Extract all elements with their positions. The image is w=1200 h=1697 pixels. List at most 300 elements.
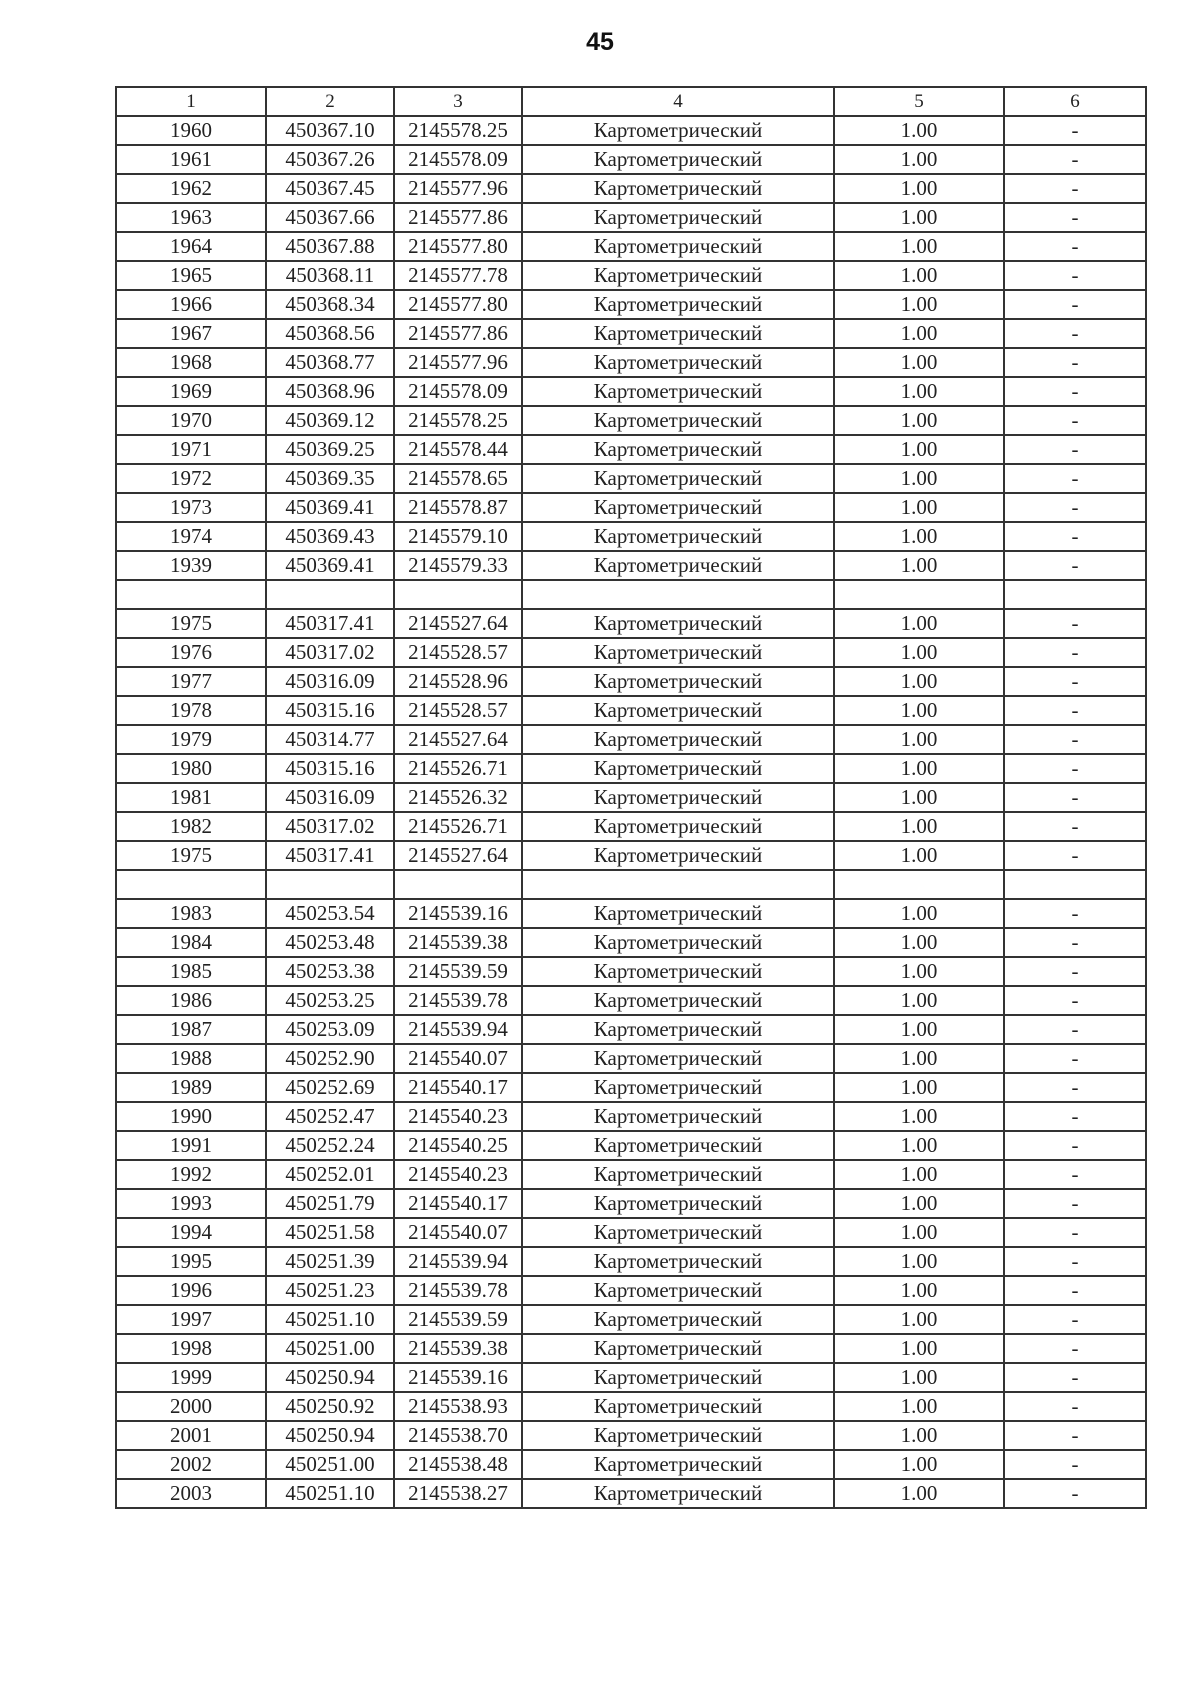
note-cell: -: [1004, 1044, 1146, 1073]
table-row: [116, 986, 1146, 1015]
table-row: [116, 1392, 1146, 1421]
note-cell: -: [1004, 1450, 1146, 1479]
y-coordinate-cell: 2145539.78: [394, 986, 522, 1015]
x-coordinate-cell: 450251.79: [266, 1189, 394, 1218]
method-cell: Картометрический: [522, 1276, 834, 1305]
y-coordinate-cell: 2145578.87: [394, 493, 522, 522]
y-coordinate-cell: 2145577.80: [394, 232, 522, 261]
note-cell: -: [1004, 1479, 1146, 1508]
point-number-cell: 1994: [116, 1218, 266, 1247]
x-coordinate-cell: 450253.54: [266, 899, 394, 928]
x-coordinate-cell: [266, 580, 394, 609]
method-cell: Картометрический: [522, 812, 834, 841]
method-cell: Картометрический: [522, 841, 834, 870]
x-coordinate-cell: 450252.01: [266, 1160, 394, 1189]
method-cell: Картометрический: [522, 493, 834, 522]
method-cell: Картометрический: [522, 1450, 834, 1479]
point-number-cell: 1976: [116, 638, 266, 667]
accuracy-cell: 1.00: [834, 725, 1004, 754]
table-row: [116, 1102, 1146, 1131]
table-row: [116, 319, 1146, 348]
note-cell: -: [1004, 928, 1146, 957]
x-coordinate-cell: 450251.10: [266, 1305, 394, 1334]
table-row: [116, 1160, 1146, 1189]
table-row: [116, 1073, 1146, 1102]
accuracy-cell: 1.00: [834, 1450, 1004, 1479]
method-cell: Картометрический: [522, 1131, 834, 1160]
x-coordinate-cell: 450251.39: [266, 1247, 394, 1276]
table-body: [116, 116, 1146, 1508]
x-coordinate-cell: 450253.48: [266, 928, 394, 957]
method-cell: Картометрический: [522, 696, 834, 725]
y-coordinate-cell: 2145527.64: [394, 609, 522, 638]
x-coordinate-cell: 450368.56: [266, 319, 394, 348]
x-coordinate-cell: 450251.23: [266, 1276, 394, 1305]
method-cell: Картометрический: [522, 348, 834, 377]
point-number-cell: 1964: [116, 232, 266, 261]
method-cell: Картометрический: [522, 261, 834, 290]
point-number-cell: 1997: [116, 1305, 266, 1334]
method-cell: Картометрический: [522, 754, 834, 783]
column-header: 6: [1004, 87, 1146, 116]
accuracy-cell: 1.00: [834, 1131, 1004, 1160]
accuracy-cell: 1.00: [834, 1479, 1004, 1508]
x-coordinate-cell: 450316.09: [266, 783, 394, 812]
point-number-cell: 1961: [116, 145, 266, 174]
method-cell: Картометрический: [522, 406, 834, 435]
y-coordinate-cell: 2145539.59: [394, 1305, 522, 1334]
table-row: [116, 435, 1146, 464]
table-row: [116, 1479, 1146, 1508]
x-coordinate-cell: 450317.41: [266, 841, 394, 870]
y-coordinate-cell: 2145539.94: [394, 1247, 522, 1276]
x-coordinate-cell: 450253.38: [266, 957, 394, 986]
table-row: [116, 145, 1146, 174]
method-cell: Картометрический: [522, 1247, 834, 1276]
note-cell: -: [1004, 377, 1146, 406]
y-coordinate-cell: 2145526.71: [394, 754, 522, 783]
y-coordinate-cell: 2145540.17: [394, 1073, 522, 1102]
y-coordinate-cell: 2145538.70: [394, 1421, 522, 1450]
column-header: 3: [394, 87, 522, 116]
point-number-cell: 1998: [116, 1334, 266, 1363]
y-coordinate-cell: 2145539.16: [394, 1363, 522, 1392]
accuracy-cell: 1.00: [834, 493, 1004, 522]
point-number-cell: 1966: [116, 290, 266, 319]
point-number-cell: 1999: [116, 1363, 266, 1392]
method-cell: Картометрический: [522, 783, 834, 812]
point-number-cell: 1992: [116, 1160, 266, 1189]
y-coordinate-cell: 2145540.17: [394, 1189, 522, 1218]
note-cell: -: [1004, 551, 1146, 580]
method-cell: Картометрический: [522, 522, 834, 551]
table-row: [116, 377, 1146, 406]
x-coordinate-cell: 450367.10: [266, 116, 394, 145]
note-cell: -: [1004, 899, 1146, 928]
x-coordinate-cell: 450252.24: [266, 1131, 394, 1160]
table-row: [116, 348, 1146, 377]
note-cell: [1004, 580, 1146, 609]
point-number-cell: 1962: [116, 174, 266, 203]
accuracy-cell: 1.00: [834, 812, 1004, 841]
note-cell: -: [1004, 667, 1146, 696]
column-header: 1: [116, 87, 266, 116]
table-row: [116, 1131, 1146, 1160]
y-coordinate-cell: 2145539.78: [394, 1276, 522, 1305]
y-coordinate-cell: 2145579.33: [394, 551, 522, 580]
y-coordinate-cell: 2145578.65: [394, 464, 522, 493]
y-coordinate-cell: 2145577.78: [394, 261, 522, 290]
column-header: 2: [266, 87, 394, 116]
table-row: [116, 899, 1146, 928]
accuracy-cell: 1.00: [834, 1102, 1004, 1131]
y-coordinate-cell: [394, 870, 522, 899]
point-number-cell: 1980: [116, 754, 266, 783]
method-cell: Картометрический: [522, 464, 834, 493]
note-cell: -: [1004, 1189, 1146, 1218]
y-coordinate-cell: 2145528.57: [394, 696, 522, 725]
accuracy-cell: 1.00: [834, 377, 1004, 406]
accuracy-cell: 1.00: [834, 667, 1004, 696]
method-cell: Картометрический: [522, 1160, 834, 1189]
point-number-cell: 1978: [116, 696, 266, 725]
table-row: [116, 609, 1146, 638]
method-cell: Картометрический: [522, 145, 834, 174]
y-coordinate-cell: 2145526.32: [394, 783, 522, 812]
accuracy-cell: 1.00: [834, 1276, 1004, 1305]
y-coordinate-cell: 2145578.44: [394, 435, 522, 464]
table-row: [116, 1421, 1146, 1450]
x-coordinate-cell: 450314.77: [266, 725, 394, 754]
accuracy-cell: 1.00: [834, 522, 1004, 551]
x-coordinate-cell: 450250.94: [266, 1421, 394, 1450]
accuracy-cell: 1.00: [834, 609, 1004, 638]
note-cell: -: [1004, 261, 1146, 290]
table-row: [116, 1276, 1146, 1305]
y-coordinate-cell: 2145577.86: [394, 319, 522, 348]
point-number-cell: 1983: [116, 899, 266, 928]
point-number-cell: 1996: [116, 1276, 266, 1305]
note-cell: -: [1004, 1305, 1146, 1334]
note-cell: -: [1004, 1015, 1146, 1044]
note-cell: -: [1004, 1334, 1146, 1363]
accuracy-cell: 1.00: [834, 928, 1004, 957]
point-number-cell: 1965: [116, 261, 266, 290]
table-row: [116, 1305, 1146, 1334]
note-cell: -: [1004, 1421, 1146, 1450]
method-cell: Картометрический: [522, 290, 834, 319]
x-coordinate-cell: 450316.09: [266, 667, 394, 696]
method-cell: Картометрический: [522, 1334, 834, 1363]
x-coordinate-cell: 450317.41: [266, 609, 394, 638]
method-cell: Картометрический: [522, 1305, 834, 1334]
accuracy-cell: 1.00: [834, 638, 1004, 667]
y-coordinate-cell: 2145528.57: [394, 638, 522, 667]
x-coordinate-cell: 450367.45: [266, 174, 394, 203]
method-cell: Картометрический: [522, 551, 834, 580]
x-coordinate-cell: 450250.92: [266, 1392, 394, 1421]
accuracy-cell: 1.00: [834, 1160, 1004, 1189]
coordinates-table: [115, 86, 1147, 1509]
accuracy-cell: 1.00: [834, 1189, 1004, 1218]
y-coordinate-cell: 2145578.09: [394, 145, 522, 174]
y-coordinate-cell: 2145538.48: [394, 1450, 522, 1479]
accuracy-cell: 1.00: [834, 1363, 1004, 1392]
y-coordinate-cell: 2145528.96: [394, 667, 522, 696]
x-coordinate-cell: 450369.25: [266, 435, 394, 464]
x-coordinate-cell: 450252.69: [266, 1073, 394, 1102]
note-cell: -: [1004, 725, 1146, 754]
y-coordinate-cell: 2145527.64: [394, 841, 522, 870]
point-number-cell: 1988: [116, 1044, 266, 1073]
table-row: [116, 232, 1146, 261]
note-cell: -: [1004, 1218, 1146, 1247]
method-cell: Картометрический: [522, 899, 834, 928]
method-cell: Картометрический: [522, 319, 834, 348]
x-coordinate-cell: 450252.90: [266, 1044, 394, 1073]
method-cell: Картометрический: [522, 667, 834, 696]
table-row: [116, 1044, 1146, 1073]
method-cell: Картометрический: [522, 1044, 834, 1073]
accuracy-cell: 1.00: [834, 696, 1004, 725]
y-coordinate-cell: 2145527.64: [394, 725, 522, 754]
note-cell: -: [1004, 783, 1146, 812]
note-cell: [1004, 870, 1146, 899]
table-row: [116, 957, 1146, 986]
table-row: [116, 493, 1146, 522]
note-cell: -: [1004, 1073, 1146, 1102]
accuracy-cell: 1.00: [834, 1015, 1004, 1044]
table-row: [116, 928, 1146, 957]
y-coordinate-cell: 2145538.27: [394, 1479, 522, 1508]
table-row: [116, 754, 1146, 783]
accuracy-cell: 1.00: [834, 783, 1004, 812]
y-coordinate-cell: 2145540.23: [394, 1102, 522, 1131]
table-row: [116, 522, 1146, 551]
note-cell: -: [1004, 145, 1146, 174]
table-row: [116, 1189, 1146, 1218]
table-row: [116, 1450, 1146, 1479]
point-number-cell: [116, 870, 266, 899]
point-number-cell: 1972: [116, 464, 266, 493]
accuracy-cell: 1.00: [834, 116, 1004, 145]
page-number: 45: [586, 28, 614, 56]
method-cell: Картометрический: [522, 638, 834, 667]
table-row: [116, 870, 1146, 899]
note-cell: -: [1004, 174, 1146, 203]
accuracy-cell: 1.00: [834, 754, 1004, 783]
method-cell: Картометрический: [522, 986, 834, 1015]
table-row: [116, 261, 1146, 290]
note-cell: -: [1004, 406, 1146, 435]
accuracy-cell: 1.00: [834, 1044, 1004, 1073]
note-cell: -: [1004, 1102, 1146, 1131]
table-row: [116, 1247, 1146, 1276]
point-number-cell: 1986: [116, 986, 266, 1015]
table-row: [116, 841, 1146, 870]
point-number-cell: 1982: [116, 812, 266, 841]
x-coordinate-cell: 450251.10: [266, 1479, 394, 1508]
y-coordinate-cell: 2145540.25: [394, 1131, 522, 1160]
note-cell: -: [1004, 812, 1146, 841]
point-number-cell: 1993: [116, 1189, 266, 1218]
method-cell: Картометрический: [522, 1218, 834, 1247]
x-coordinate-cell: 450317.02: [266, 812, 394, 841]
point-number-cell: 1995: [116, 1247, 266, 1276]
table-row: [116, 696, 1146, 725]
accuracy-cell: 1.00: [834, 348, 1004, 377]
point-number-cell: 1969: [116, 377, 266, 406]
column-header: 4: [522, 87, 834, 116]
y-coordinate-cell: 2145578.25: [394, 406, 522, 435]
accuracy-cell: 1.00: [834, 1392, 1004, 1421]
accuracy-cell: 1.00: [834, 1247, 1004, 1276]
y-coordinate-cell: 2145579.10: [394, 522, 522, 551]
method-cell: Картометрический: [522, 1363, 834, 1392]
point-number-cell: 1975: [116, 609, 266, 638]
y-coordinate-cell: 2145539.38: [394, 1334, 522, 1363]
accuracy-cell: 1.00: [834, 1305, 1004, 1334]
table-row: [116, 406, 1146, 435]
point-number-cell: 1939: [116, 551, 266, 580]
y-coordinate-cell: 2145539.94: [394, 1015, 522, 1044]
table-row: [116, 1218, 1146, 1247]
note-cell: -: [1004, 203, 1146, 232]
accuracy-cell: 1.00: [834, 1334, 1004, 1363]
accuracy-cell: 1.00: [834, 319, 1004, 348]
table-row: [116, 1363, 1146, 1392]
accuracy-cell: [834, 580, 1004, 609]
accuracy-cell: 1.00: [834, 986, 1004, 1015]
point-number-cell: 1974: [116, 522, 266, 551]
accuracy-cell: [834, 870, 1004, 899]
note-cell: -: [1004, 290, 1146, 319]
column-header: 5: [834, 87, 1004, 116]
y-coordinate-cell: 2145540.07: [394, 1044, 522, 1073]
method-cell: Картометрический: [522, 1479, 834, 1508]
accuracy-cell: 1.00: [834, 899, 1004, 928]
y-coordinate-cell: 2145526.71: [394, 812, 522, 841]
accuracy-cell: 1.00: [834, 1218, 1004, 1247]
note-cell: -: [1004, 1392, 1146, 1421]
y-coordinate-cell: 2145540.23: [394, 1160, 522, 1189]
table-row: [116, 464, 1146, 493]
note-cell: -: [1004, 522, 1146, 551]
note-cell: -: [1004, 1363, 1146, 1392]
point-number-cell: 1981: [116, 783, 266, 812]
point-number-cell: 2003: [116, 1479, 266, 1508]
note-cell: -: [1004, 841, 1146, 870]
x-coordinate-cell: 450369.12: [266, 406, 394, 435]
table-row: [116, 174, 1146, 203]
y-coordinate-cell: [394, 580, 522, 609]
point-number-cell: 2002: [116, 1450, 266, 1479]
point-number-cell: 1987: [116, 1015, 266, 1044]
note-cell: -: [1004, 464, 1146, 493]
table-row: [116, 290, 1146, 319]
point-number-cell: 1975: [116, 841, 266, 870]
point-number-cell: 1991: [116, 1131, 266, 1160]
accuracy-cell: 1.00: [834, 406, 1004, 435]
method-cell: Картометрический: [522, 116, 834, 145]
point-number-cell: 1979: [116, 725, 266, 754]
x-coordinate-cell: 450250.94: [266, 1363, 394, 1392]
point-number-cell: [116, 580, 266, 609]
accuracy-cell: 1.00: [834, 464, 1004, 493]
table-row: [116, 1015, 1146, 1044]
x-coordinate-cell: 450253.09: [266, 1015, 394, 1044]
table-row: [116, 580, 1146, 609]
point-number-cell: 1970: [116, 406, 266, 435]
x-coordinate-cell: 450251.00: [266, 1450, 394, 1479]
x-coordinate-cell: 450369.41: [266, 493, 394, 522]
x-coordinate-cell: 450367.26: [266, 145, 394, 174]
table-row: [116, 667, 1146, 696]
accuracy-cell: 1.00: [834, 290, 1004, 319]
method-cell: Картометрический: [522, 203, 834, 232]
point-number-cell: 2000: [116, 1392, 266, 1421]
note-cell: -: [1004, 1131, 1146, 1160]
method-cell: Картометрический: [522, 957, 834, 986]
method-cell: Картометрический: [522, 1073, 834, 1102]
note-cell: -: [1004, 493, 1146, 522]
note-cell: -: [1004, 638, 1146, 667]
y-coordinate-cell: 2145539.38: [394, 928, 522, 957]
table-row: [116, 116, 1146, 145]
table-row: [116, 812, 1146, 841]
table-row: [116, 638, 1146, 667]
point-number-cell: 1990: [116, 1102, 266, 1131]
table-row: [116, 783, 1146, 812]
accuracy-cell: 1.00: [834, 203, 1004, 232]
accuracy-cell: 1.00: [834, 145, 1004, 174]
table-row: [116, 1334, 1146, 1363]
note-cell: -: [1004, 1247, 1146, 1276]
table-row: [116, 551, 1146, 580]
table-row: [116, 203, 1146, 232]
method-cell: Картометрический: [522, 1421, 834, 1450]
table-row: [116, 725, 1146, 754]
accuracy-cell: 1.00: [834, 435, 1004, 464]
accuracy-cell: 1.00: [834, 957, 1004, 986]
y-coordinate-cell: 2145538.93: [394, 1392, 522, 1421]
method-cell: Картометрический: [522, 609, 834, 638]
x-coordinate-cell: 450369.41: [266, 551, 394, 580]
x-coordinate-cell: 450253.25: [266, 986, 394, 1015]
method-cell: Картометрический: [522, 377, 834, 406]
note-cell: -: [1004, 116, 1146, 145]
note-cell: -: [1004, 348, 1146, 377]
y-coordinate-cell: 2145577.86: [394, 203, 522, 232]
point-number-cell: 1963: [116, 203, 266, 232]
accuracy-cell: 1.00: [834, 1073, 1004, 1102]
accuracy-cell: 1.00: [834, 174, 1004, 203]
note-cell: -: [1004, 1276, 1146, 1305]
x-coordinate-cell: 450367.88: [266, 232, 394, 261]
y-coordinate-cell: 2145539.16: [394, 899, 522, 928]
y-coordinate-cell: 2145578.25: [394, 116, 522, 145]
point-number-cell: 1989: [116, 1073, 266, 1102]
note-cell: -: [1004, 986, 1146, 1015]
header-row: [116, 87, 1146, 116]
y-coordinate-cell: 2145577.80: [394, 290, 522, 319]
note-cell: -: [1004, 232, 1146, 261]
point-number-cell: 2001: [116, 1421, 266, 1450]
x-coordinate-cell: [266, 870, 394, 899]
note-cell: -: [1004, 754, 1146, 783]
point-number-cell: 1960: [116, 116, 266, 145]
accuracy-cell: 1.00: [834, 261, 1004, 290]
